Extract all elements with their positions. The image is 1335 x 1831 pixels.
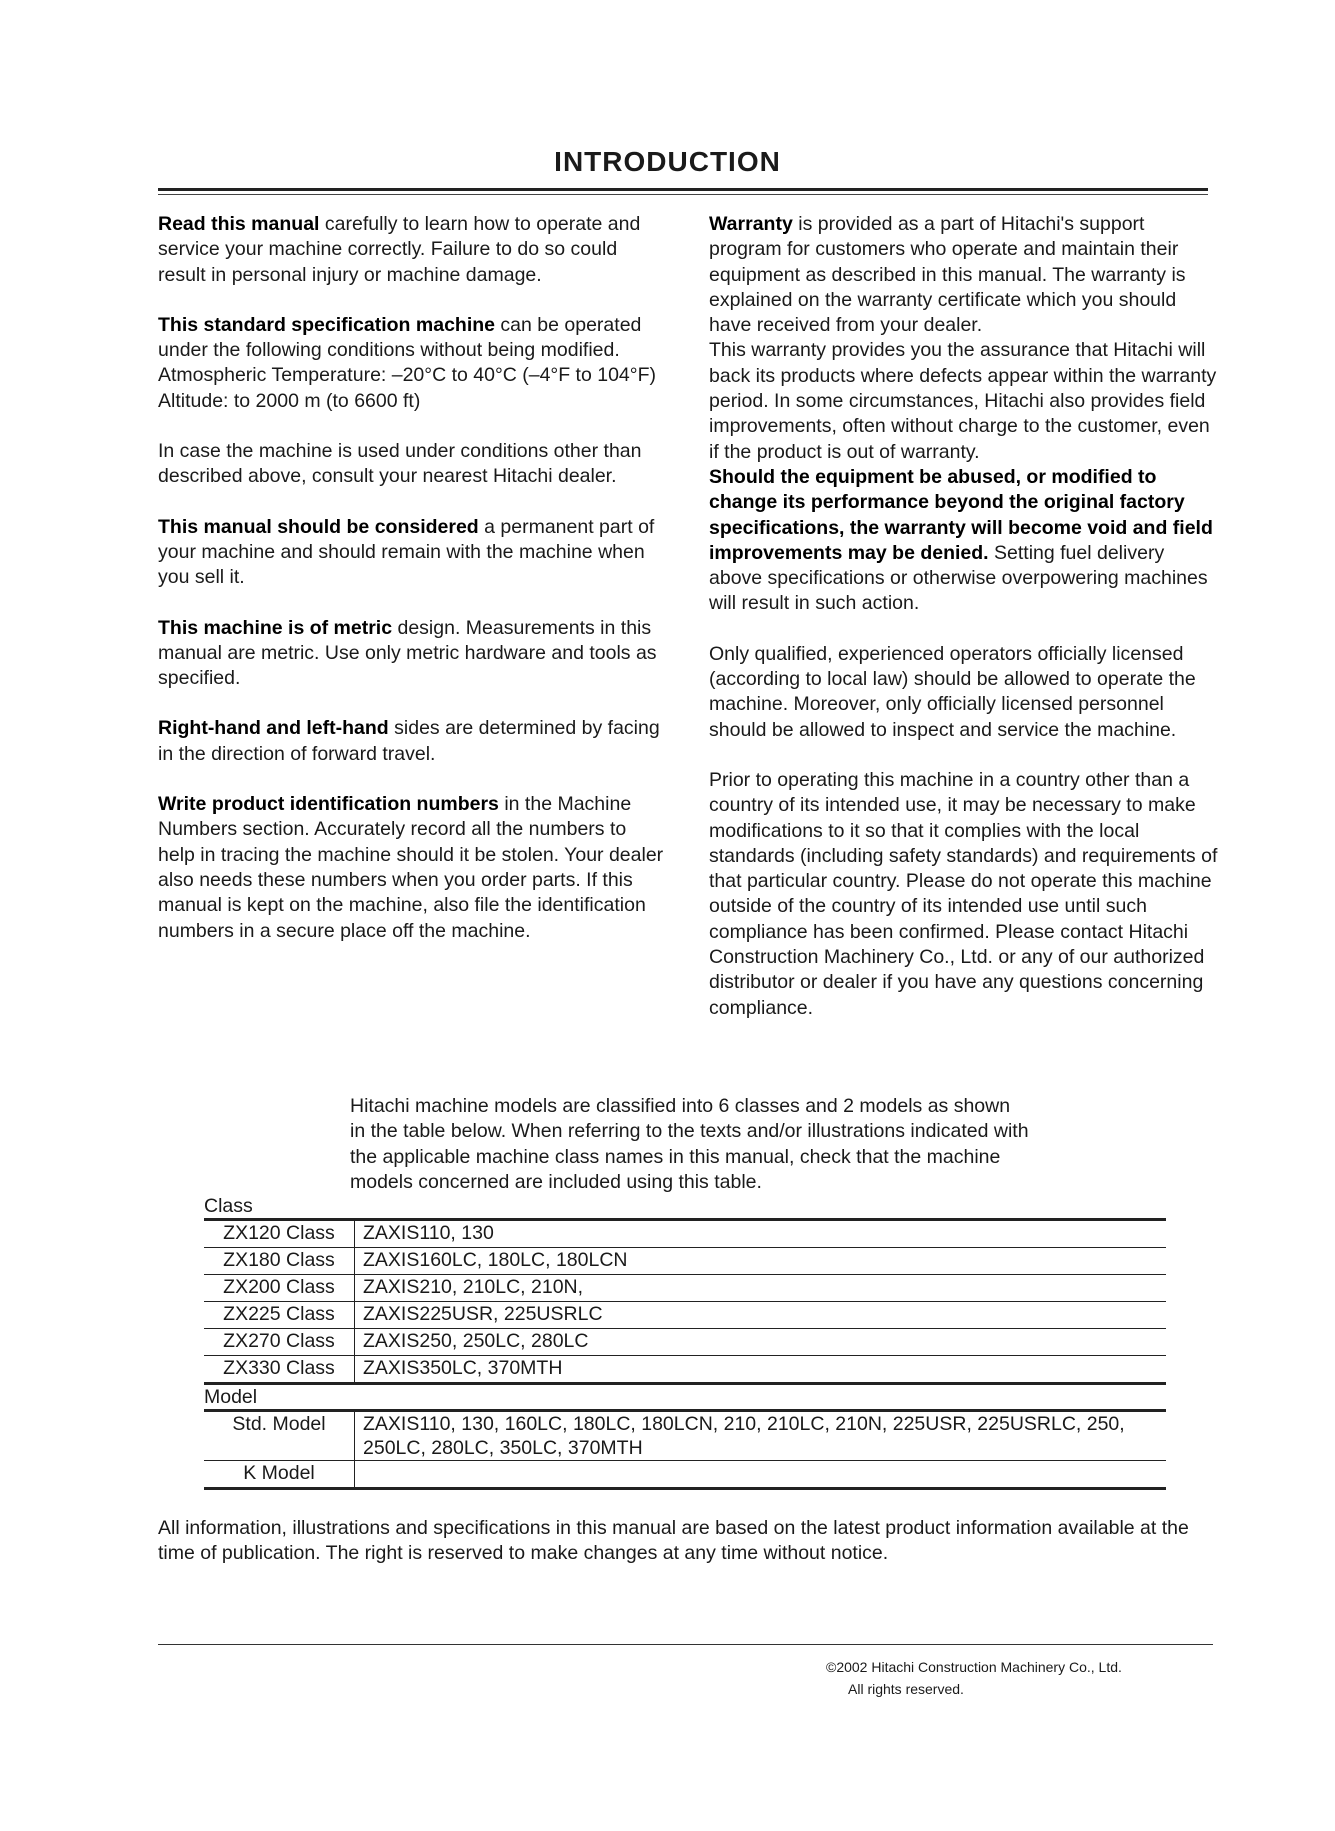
table-row [204, 1329, 1166, 1356]
copyright-line1: ©2002 Hitachi Construction Machinery Co., Ltd. [826, 1659, 1122, 1675]
row-models: ZAXIS110, 130, 160LC, 180LC, 180LCN, 210, 210LC, 210N, 225USR, 225USRLC, 250, 250LC, 280LC, 350LC, 370MTH [355, 1411, 1167, 1461]
paragraph-identification: Write product identification numbers in the Machine Numbers section. Accurately record all the numbers to help in tracing the machine should it be stolen. Your dealer also needs these numbers when you order parts. If this manual is kept on the machine, also file the identification numbers in a secure place off the machine. [158, 793, 664, 942]
footer-rule [158, 1644, 1213, 1645]
right-column [709, 212, 1219, 1046]
table-row [204, 1302, 1166, 1329]
paragraph-altitude: Altitude: to 2000 m (to 6600 ft) [158, 389, 421, 412]
model-label: Model [204, 1386, 258, 1408]
copyright-line2: All rights reserved. [848, 1681, 964, 1697]
paragraph-temperature: Atmospheric Temperature: –20°C to 40°C (–4°F to 104°F) [158, 364, 656, 387]
paragraph-warranty-void: Should the equipment be abused, or modified to change its performance beyond the original factory specifications, the warranty will become void and field improvements may be denied. Setting fuel delivery above specifications or otherwise overpowering machines will result in such action. [709, 465, 1213, 615]
table-row [204, 1275, 1166, 1302]
paragraph-other-country: Prior to operating this machine in a country other than a country of its intended use, it may be necessary to make modifications to it so that it complies with the local standards (including safety standards) and requirements of that particular country. Please do not operate this machine outside of the country of its intended use until such compliance has been confirmed. Please contact Hitachi Construction Machinery Co., Ltd. or any of our authorized distributor or dealer if you have any questions concerning compliance. [709, 768, 1218, 1019]
row-models: ZAXIS210, 210LC, 210N, [355, 1275, 1167, 1302]
title-rule-thin [158, 194, 1208, 195]
disclaimer: All information, illustrations and specifications in this manual are based on the latest product information available at the time of publication. The right is reserved to make changes at any time without notice. [158, 1517, 1189, 1565]
paragraph-other-conditions: In case the machine is used under conditions other than described above, consult your nearest Hitachi dealer. [158, 440, 642, 488]
paragraph-metric: This machine is of metric design. Measurements in this manual are metric. Use only metric hardware and tools as specified. [158, 616, 657, 690]
table-row [204, 1461, 1166, 1489]
row-models: ZAXIS250, 250LC, 280LC [355, 1329, 1167, 1356]
paragraph-standard-spec: This standard specification machine can be operated under the following conditions without being modified. [158, 313, 642, 362]
paragraph-permanent-part: This manual should be considered a permanent part of your machine and should remain with the machine when you sell it. [158, 515, 655, 589]
class-label: Class [204, 1195, 253, 1217]
table-intro: Hitachi machine models are classified into 6 classes and 2 models as shown in the table below. When referring to the texts and/or illustrations indicated with the applicable machine class names in this manual, check that the machine models concerned are included using this table. [350, 1095, 1029, 1193]
table-row [204, 1248, 1166, 1275]
row-name: ZX225 Class [204, 1302, 355, 1329]
row-name: Std. Model [204, 1411, 355, 1461]
row-name: ZX180 Class [204, 1248, 355, 1275]
row-name: ZX270 Class [204, 1329, 355, 1356]
paragraph-qualified-operators: Only qualified, experienced operators officially licensed (according to local law) should be allowed to operate the machine. Moreover, only officially licensed personnel should be allowed to inspect and service the machine. [709, 642, 1196, 741]
page-title: INTRODUCTION [554, 146, 781, 177]
model-table [204, 1409, 1166, 1490]
row-models: ZAXIS160LC, 180LC, 180LCN [355, 1248, 1167, 1275]
table-row [204, 1411, 1166, 1461]
class-table [204, 1218, 1166, 1385]
paragraph-warranty: Warranty is provided as a part of Hitachi's support program for customers who operate and maintain their equipment as described in this manual. The warranty is explained on the warranty certificate which you should have received from your dealer. [709, 213, 1186, 337]
table-row [204, 1220, 1166, 1248]
paragraph-read-manual: Read this manual carefully to learn how to operate and service your machine correctly. Failure to do so could result in personal injury or machine damage. [158, 213, 641, 286]
table-row [204, 1356, 1166, 1384]
class-model-table [204, 1194, 1166, 1490]
row-name: K Model [204, 1461, 355, 1489]
row-name: ZX200 Class [204, 1275, 355, 1302]
copyright [826, 1656, 1122, 1700]
paragraph-warranty-assurance: This warranty provides you the assurance that Hitachi will back its products where defects appear within the warranty period. In some circumstances, Hitachi also provides field improvements, often without charge to the customer, even if the product is out of warranty. [709, 339, 1217, 463]
row-models: ZAXIS225USR, 225USRLC [355, 1302, 1167, 1329]
row-name: ZX120 Class [204, 1220, 355, 1248]
row-models [355, 1461, 1167, 1489]
paragraph-right-left-hand: Right-hand and left-hand sides are determined by facing in the direction of forward travel. [158, 717, 660, 765]
row-name: ZX330 Class [204, 1356, 355, 1384]
left-column [158, 212, 668, 969]
title-rule [158, 188, 1208, 191]
row-models: ZAXIS350LC, 370MTH [355, 1356, 1167, 1384]
row-models: ZAXIS110, 130 [355, 1220, 1167, 1248]
